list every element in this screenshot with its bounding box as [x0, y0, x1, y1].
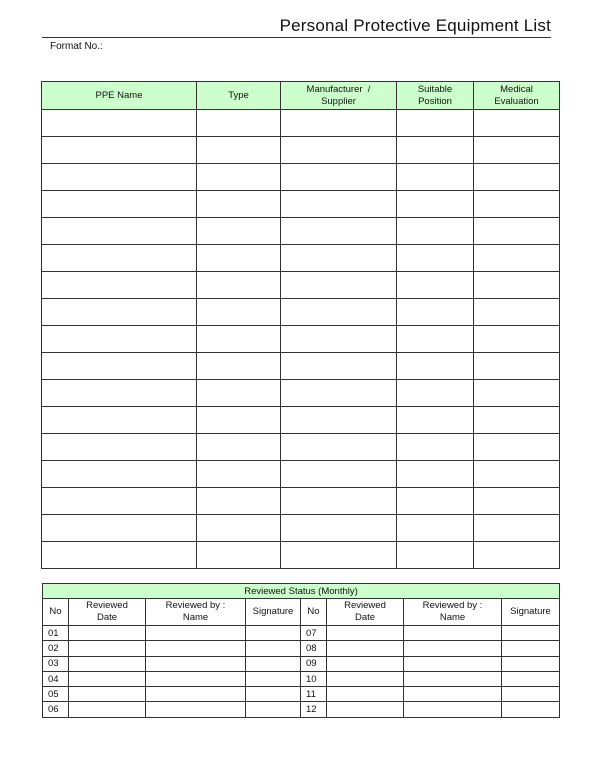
table-row	[42, 164, 560, 191]
review-cell[interactable]	[69, 641, 146, 656]
table-row	[42, 245, 560, 272]
review-row-number: 08	[301, 641, 327, 656]
table-cell[interactable]	[197, 245, 281, 272]
review-row	[43, 641, 560, 656]
review-cell[interactable]	[146, 641, 246, 656]
table-cell[interactable]	[474, 110, 560, 137]
table-cell[interactable]	[281, 407, 397, 434]
review-cell[interactable]	[69, 702, 146, 717]
table-row	[42, 191, 560, 218]
table-cell[interactable]	[42, 272, 197, 299]
table-cell[interactable]	[42, 245, 197, 272]
review-cell[interactable]	[146, 687, 246, 702]
table-row	[42, 299, 560, 326]
review-cell[interactable]	[404, 671, 502, 686]
table-cell[interactable]	[474, 488, 560, 515]
table-row	[42, 326, 560, 353]
review-row-number: 01	[43, 626, 69, 641]
table-cell[interactable]	[42, 191, 197, 218]
page-title: Personal Protective Equipment List	[279, 16, 551, 35]
header-manufacturer-supplier: Manufacturer / Supplier	[281, 82, 397, 110]
table-cell[interactable]	[197, 515, 281, 542]
review-row	[43, 656, 560, 671]
review-cell[interactable]	[404, 641, 502, 656]
review-cell[interactable]	[327, 641, 404, 656]
table-cell[interactable]	[42, 110, 197, 137]
table-cell[interactable]	[42, 164, 197, 191]
table-cell[interactable]	[474, 542, 560, 569]
review-cell[interactable]	[502, 687, 560, 702]
review-row-number: 09	[301, 656, 327, 671]
table-cell[interactable]	[42, 488, 197, 515]
table-cell[interactable]	[197, 164, 281, 191]
table-cell[interactable]	[197, 110, 281, 137]
table-cell[interactable]	[42, 434, 197, 461]
review-cell[interactable]	[146, 671, 246, 686]
review-row-number: 02	[43, 641, 69, 656]
table-cell[interactable]	[281, 137, 397, 164]
review-banner: Reviewed Status (Monthly)	[43, 584, 560, 599]
review-row	[43, 687, 560, 702]
table-cell[interactable]	[197, 380, 281, 407]
table-cell[interactable]	[397, 326, 474, 353]
table-cell[interactable]	[42, 299, 197, 326]
table-cell[interactable]	[197, 434, 281, 461]
review-cell[interactable]	[502, 626, 560, 641]
review-row-number: 05	[43, 687, 69, 702]
table-cell[interactable]	[474, 137, 560, 164]
review-cell[interactable]	[246, 626, 301, 641]
ppe-table	[41, 81, 560, 569]
review-header-row	[43, 599, 560, 626]
table-cell[interactable]	[474, 380, 560, 407]
table-cell[interactable]	[42, 326, 197, 353]
header-reviewed-by-right: Reviewed by : Name	[404, 599, 502, 626]
table-cell[interactable]	[397, 137, 474, 164]
header-reviewed-by-left: Reviewed by : Name	[146, 599, 246, 626]
table-cell[interactable]	[474, 461, 560, 488]
review-cell[interactable]	[146, 656, 246, 671]
table-row	[42, 515, 560, 542]
review-row-number: 04	[43, 671, 69, 686]
review-cell[interactable]	[246, 656, 301, 671]
table-cell[interactable]	[197, 326, 281, 353]
table-row	[42, 218, 560, 245]
table-row	[42, 272, 560, 299]
review-cell[interactable]	[502, 641, 560, 656]
table-cell[interactable]	[281, 110, 397, 137]
table-cell[interactable]	[197, 299, 281, 326]
review-table-body	[43, 626, 560, 718]
review-row	[43, 702, 560, 717]
header-type: Type	[197, 82, 281, 110]
table-cell[interactable]	[397, 272, 474, 299]
review-table	[42, 583, 560, 718]
table-cell[interactable]	[474, 191, 560, 218]
review-cell[interactable]	[146, 702, 246, 717]
table-cell[interactable]	[42, 353, 197, 380]
review-row-number: 07	[301, 626, 327, 641]
table-cell[interactable]	[281, 245, 397, 272]
table-cell[interactable]	[197, 137, 281, 164]
review-row-number: 10	[301, 671, 327, 686]
table-cell[interactable]	[474, 164, 560, 191]
table-cell[interactable]	[474, 407, 560, 434]
review-cell[interactable]	[327, 702, 404, 717]
table-cell[interactable]	[397, 164, 474, 191]
table-cell[interactable]	[42, 461, 197, 488]
table-cell[interactable]	[474, 515, 560, 542]
table-cell[interactable]	[281, 164, 397, 191]
table-row	[42, 137, 560, 164]
review-cell[interactable]	[69, 687, 146, 702]
header-signature-right: Signature	[502, 599, 560, 626]
table-cell[interactable]	[281, 272, 397, 299]
review-cell[interactable]	[502, 656, 560, 671]
table-row	[42, 542, 560, 569]
table-cell[interactable]	[397, 191, 474, 218]
table-row	[42, 110, 560, 137]
ppe-table-body	[42, 110, 560, 569]
table-cell[interactable]	[281, 218, 397, 245]
header-reviewed-date-left: Reviewed Date	[69, 599, 146, 626]
table-cell[interactable]	[397, 110, 474, 137]
table-cell[interactable]	[397, 299, 474, 326]
table-cell[interactable]	[474, 245, 560, 272]
review-cell[interactable]	[404, 656, 502, 671]
table-cell[interactable]	[474, 434, 560, 461]
table-cell[interactable]	[474, 218, 560, 245]
review-cell[interactable]	[246, 671, 301, 686]
table-cell[interactable]	[42, 407, 197, 434]
review-cell[interactable]	[327, 656, 404, 671]
table-cell[interactable]	[397, 515, 474, 542]
table-row	[42, 407, 560, 434]
table-cell[interactable]	[281, 488, 397, 515]
review-row	[43, 626, 560, 641]
review-row-number: 03	[43, 656, 69, 671]
table-cell[interactable]	[197, 407, 281, 434]
table-cell[interactable]	[42, 218, 197, 245]
table-cell[interactable]	[397, 245, 474, 272]
table-cell[interactable]	[197, 461, 281, 488]
header-signature-left: Signature	[246, 599, 301, 626]
title-underline	[42, 37, 551, 38]
header-medical-evaluation: Medical Evaluation	[474, 82, 560, 110]
table-cell[interactable]	[474, 326, 560, 353]
review-cell[interactable]	[69, 671, 146, 686]
table-cell[interactable]	[474, 272, 560, 299]
table-cell[interactable]	[397, 461, 474, 488]
table-cell[interactable]	[42, 137, 197, 164]
table-cell[interactable]	[281, 353, 397, 380]
table-cell[interactable]	[397, 434, 474, 461]
table-cell[interactable]	[197, 272, 281, 299]
review-cell[interactable]	[146, 626, 246, 641]
review-cell[interactable]	[246, 702, 301, 717]
table-cell[interactable]	[197, 218, 281, 245]
table-cell[interactable]	[397, 488, 474, 515]
review-cell[interactable]	[246, 641, 301, 656]
review-row-number: 06	[43, 702, 69, 717]
table-cell[interactable]	[281, 434, 397, 461]
header-no-left: No	[43, 599, 69, 626]
review-cell[interactable]	[404, 626, 502, 641]
review-cell[interactable]	[502, 702, 560, 717]
review-cell[interactable]	[404, 687, 502, 702]
table-row	[42, 488, 560, 515]
table-cell[interactable]	[281, 326, 397, 353]
table-cell[interactable]	[397, 218, 474, 245]
table-cell[interactable]	[197, 542, 281, 569]
review-cell[interactable]	[69, 656, 146, 671]
table-row	[42, 461, 560, 488]
table-cell[interactable]	[42, 515, 197, 542]
table-cell[interactable]	[397, 407, 474, 434]
table-cell[interactable]	[42, 380, 197, 407]
review-cell[interactable]	[404, 702, 502, 717]
table-cell[interactable]	[281, 515, 397, 542]
table-cell[interactable]	[397, 542, 474, 569]
review-cell[interactable]	[502, 671, 560, 686]
review-row-number: 12	[301, 702, 327, 717]
table-cell[interactable]	[42, 542, 197, 569]
header-ppe-name: PPE Name	[42, 82, 197, 110]
table-row	[42, 380, 560, 407]
table-row	[42, 434, 560, 461]
review-cell[interactable]	[327, 626, 404, 641]
table-cell[interactable]	[474, 353, 560, 380]
table-cell[interactable]	[474, 299, 560, 326]
review-cell[interactable]	[69, 626, 146, 641]
header-reviewed-date-right: Reviewed Date	[327, 599, 404, 626]
header-no-right: No	[301, 599, 327, 626]
table-cell[interactable]	[281, 191, 397, 218]
table-cell[interactable]	[397, 380, 474, 407]
table-cell[interactable]	[397, 353, 474, 380]
review-cell[interactable]	[246, 687, 301, 702]
table-cell[interactable]	[281, 542, 397, 569]
review-row-number: 11	[301, 687, 327, 702]
table-row	[42, 353, 560, 380]
review-row	[43, 671, 560, 686]
table-cell[interactable]	[197, 488, 281, 515]
table-cell[interactable]	[197, 353, 281, 380]
table-cell[interactable]	[197, 191, 281, 218]
table-cell[interactable]	[281, 299, 397, 326]
header-suitable-position: Suitable Position	[397, 82, 474, 110]
review-cell[interactable]	[327, 687, 404, 702]
format-number-label: Format No.:	[50, 41, 103, 52]
table-cell[interactable]	[281, 461, 397, 488]
table-cell[interactable]	[281, 380, 397, 407]
review-cell[interactable]	[327, 671, 404, 686]
ppe-table-header-row	[42, 82, 560, 110]
